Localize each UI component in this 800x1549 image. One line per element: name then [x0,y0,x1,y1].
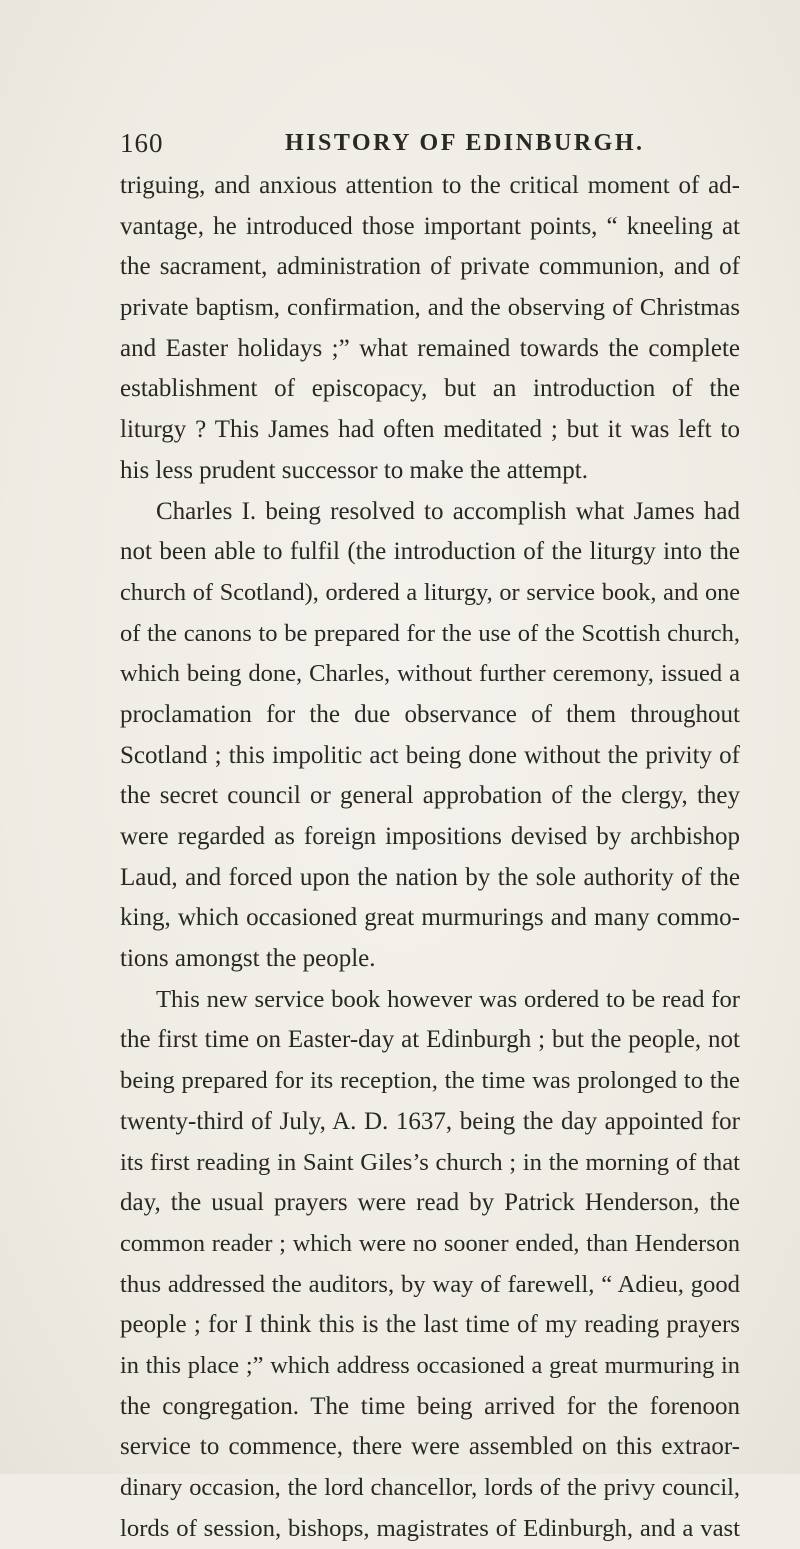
text-line: not been able to fulfil (the introduction of the liturgy into the [120,538,740,566]
text-line: establishment of episcopacy, but an introduction of the [120,375,740,403]
page-header [120,128,740,168]
text-line: church of Scotland), ordered a liturgy, or service book, and one [120,578,740,606]
body-text [120,166,740,1549]
text-line: liturgy ? This James had often meditated ; but it was left to [120,416,740,444]
text-line: service to commence, there were assembled on this extraor- [120,1433,740,1461]
text-line: This new service book however was ordered to be read for [156,985,740,1013]
text-line: proclamation for the due observance of them throughout [120,700,740,728]
text-line: tions amongst the people. [120,945,376,973]
text-line: the congregation. The time being arrived for the forenoon [120,1392,740,1420]
text-line: Charles I. being resolved to accomplish what James had [156,497,740,525]
text-line: its first reading in Saint Giles’s church ; in the morning of that [120,1148,740,1176]
text-line: in this place ;” which address occasioned a great murmuring in [120,1351,740,1379]
text-line: twenty-third of July, A. D. 1637, being the day appointed for [120,1107,740,1135]
text-line: vantage, he introduced those important points, “ kneeling at [120,212,740,240]
text-line: and Easter holidays ;” what remained towards the complete [120,334,740,362]
text-line: which being done, Charles, without further ceremony, issued a [120,660,740,688]
running-head: HISTORY OF EDINBURGH. [285,130,645,156]
text-line: his less prudent successor to make the attempt. [120,456,588,484]
text-line: triguing, and anxious attention to the critical moment of ad- [120,172,740,199]
text-line: were regarded as foreign impositions devised by archbishop [120,823,740,850]
page-number: 160 [120,128,164,158]
text-line: Scotland ; this impolitic act being done without the privity of [120,741,740,769]
text-line: people ; for I think this is the last time of my reading prayers [120,1311,740,1339]
text-line: dinary occasion, the lord chancellor, lords of the privy council, [120,1474,740,1501]
text-line: lords of session, bishops, magistrates of Edinburgh, and a vast [120,1514,740,1542]
text-line: the first time on Easter-day at Edinburgh ; but the people, not [120,1026,740,1054]
text-line: private baptism, confirmation, and the observing of Christmas [120,294,740,322]
text-line: king, which occasioned great murmurings and many commo- [120,904,740,932]
text-line: of the canons to be prepared for the use of the Scottish church, [120,619,740,647]
text-line: the secret council or general approbation of the clergy, they [120,782,740,810]
text-line: Laud, and forced upon the nation by the sole authority of the [120,863,740,891]
text-line: day, the usual prayers were read by Patrick Henderson, the [120,1189,740,1217]
text-line: thus addressed the auditors, by way of farewell, “ Adieu, good [120,1270,740,1298]
text-line: common reader ; which were no sooner ended, than Henderson [120,1229,740,1257]
text-line: the sacrament, administration of private communion, and of [120,253,740,281]
text-line: being prepared for its reception, the time was prolonged to the [120,1067,740,1095]
